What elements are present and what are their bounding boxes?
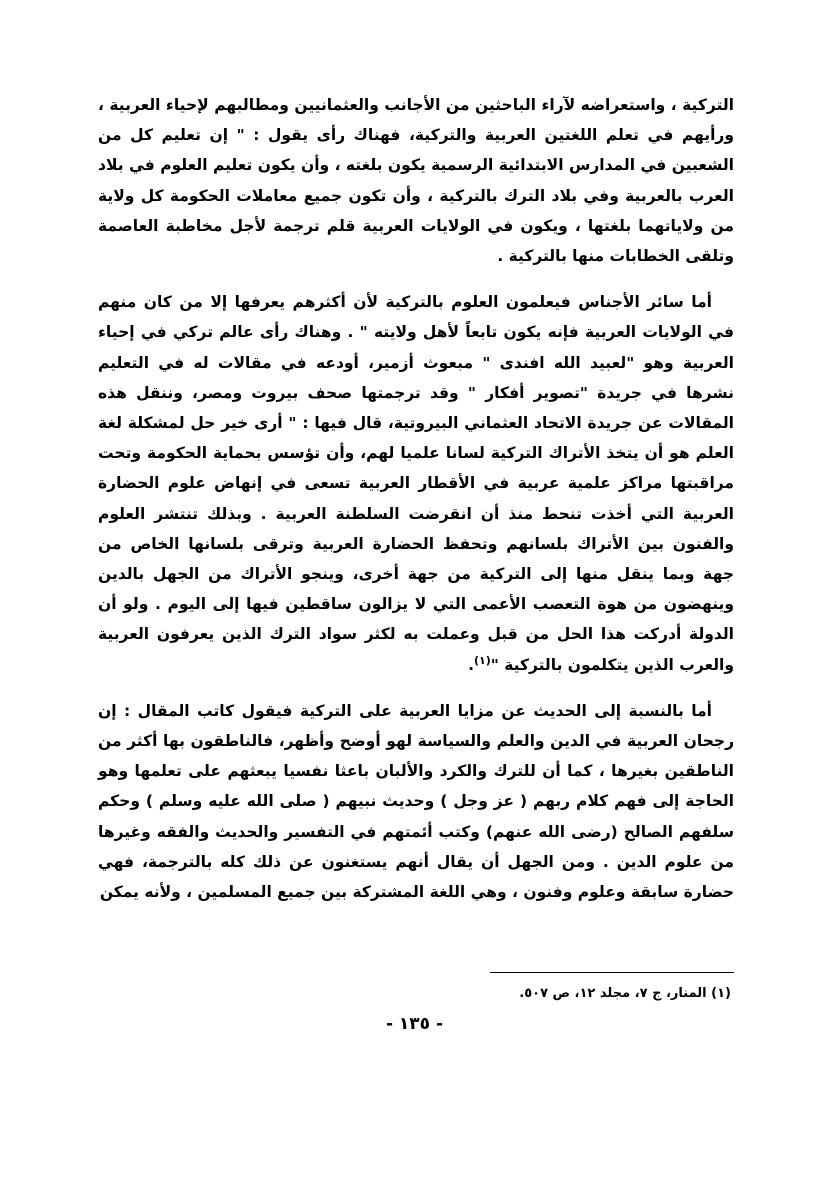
document-body [98,90,734,907]
paragraph-2 [98,287,734,680]
paragraph-2-end: . [468,655,474,674]
paragraph-3: أما بالنسبة إلى الحديث عن مزايا العربية على التركية فيقول كاتب المقال : إن رجحان العربية في الدين والعلم والسياسة لهو أوضح وأظهر، فالناطقون بها أكثر من الناطقين بغيرها ، كما أن للترك والكرد والألبان باعثا نفسيا يبعثهم على تعلمها وهو الحاجة إلى فهم كلام ربهم ( عز وجل ) وحديث نبيهم ( صلى الله عليه وسلم ) وحكم سلفهم الصالح (رضى الله عنهم) وكتب أئمتهم في التفسير والحديث والفقه وغيرها من علوم الدين . ومن الجهل أن يقال أنهم يستغنون عن ذلك كله بالترجمة، فهي حضارة سابقة وعلوم وفنون ، وهي اللغة المشتركة بين جميع المسلمين ، ولأنه يمكن [98,701,734,902]
footnote-divider [490,972,734,973]
footnote-reference: (١) [473,653,491,667]
paragraph-2-text: أما سائر الأجناس فيعلمون العلوم بالتركية لأن أكثرهم يعرفها إلا من كان منهم في الولايات العربية فإنه يكون تابعاً لأهل ولايته " . وهناك رأى عالم تركي في إحياء العربية وهو "لعبيد الله افندى " مبعوث أزمير، أودعه في مقالات له في التعليم نشرها في جريدة "تصوير أفكار " وقد ترجمتها صحف بيروت ومصر، وننقل هذه المقالات عن جريدة الاتحاد العثماني البيروتية، قال فيها : " أرى خير حل لمشكلة لغة العلم هو أن يتخذ الأتراك التركية لسانا علميا لهم، وأن تؤسس بحماية الحكومة وتحت مراقبتها مراكز علمية عربية في الأقطار العربية تسعى في إنهاض علوم الحضارة العربية التي أخذت تنحط منذ أن انقرضت السلطنة العربية . وبذلك تنتشر العلوم والفنون بين الأتراك بلسانهم وتحفظ الحضارة العربية وترقى بلسانها الخاص من جهة وبما ينقل منها إلى التركية من جهة أخرى، وينجو الأتراك من الجهل بالدين وينهضون من هوة التعصب الأعمى التي لا يزالون ساقطين فيها إلى اليوم . ولو أن الدولة أدركت هذا الحل من قبل وعملت به لكثر سواد الترك الذين يعرفون العربية والعرب الذين يتكلمون بالتركية " [98,293,734,674]
paragraph-1: التركية ، واستعراضه لآراء الباحثين من الأجانب والعثمانيين ومطالبهم لإحياء العربية ، ورأيهم في تعلم اللغتين العربية والتركية، فهناك رأى يقول : " إن تعليم كل من الشعبين في المدارس الابتدائية الرسمية يكون بلغته ، وأن يكون تعليم العلوم في بلاد العرب بالعربية وفي بلاد الترك بالتركية ، وأن تكون جميع معاملات الحكومة كل ولاية من ولاياتهما بلغتها ، ويكون في الولايات العربية قلم ترجمة لأجل مخاطبة العاصمة وتلقى الخطابات منها بالتركية . [98,96,734,266]
footnote: (١) المنار، ج ٧، مجلد ١٢، ص ٥٠٧. [519,986,731,1001]
page-number: - ١٣٥ - [385,1014,444,1034]
